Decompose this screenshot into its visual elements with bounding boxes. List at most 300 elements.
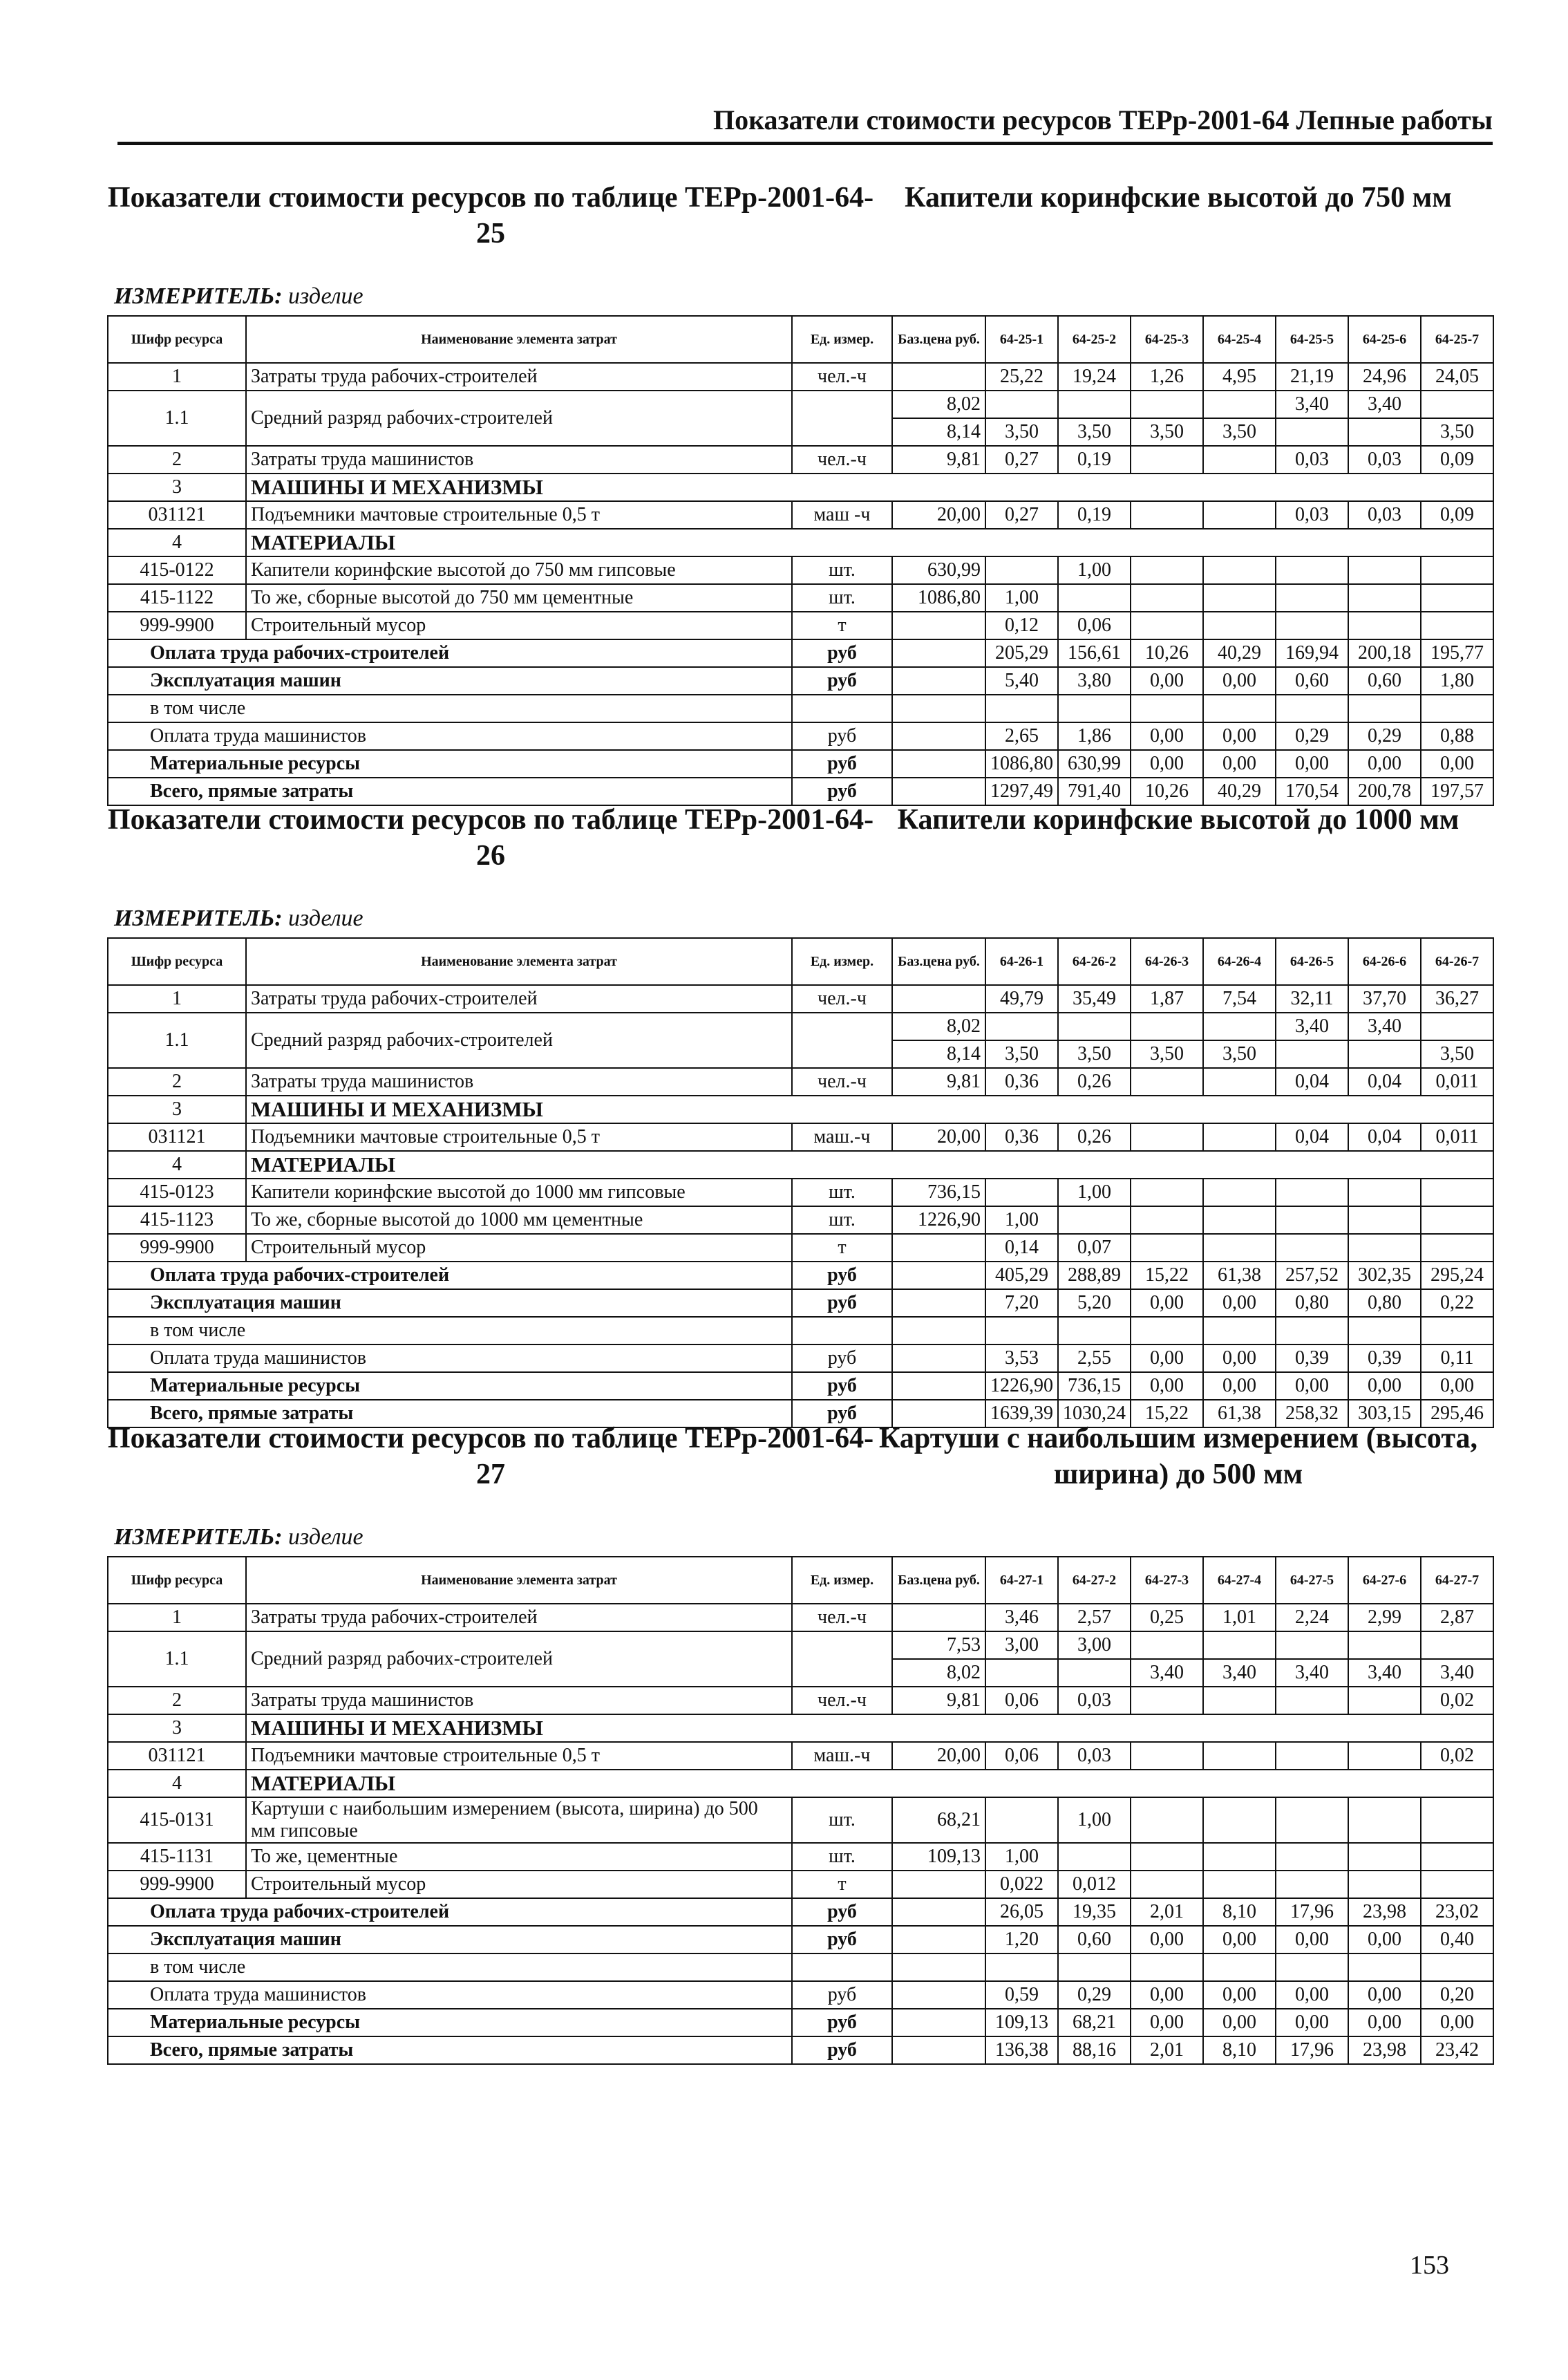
- summary-row: [108, 1262, 1493, 1289]
- value-cell: [1203, 612, 1276, 639]
- base-price-cell: 20,00: [892, 1742, 985, 1770]
- value-cell: 3,40: [1348, 1659, 1421, 1687]
- value-cell: 295,46: [1421, 1400, 1493, 1427]
- value-cell: 200,18: [1348, 639, 1421, 667]
- unit-cell: чел.-ч: [792, 1604, 892, 1631]
- value-cell: 0,09: [1421, 501, 1493, 529]
- value-cell: 0,00: [1203, 1926, 1276, 1953]
- value-cell: 3,80: [1058, 667, 1131, 695]
- value-cell: [1203, 1123, 1276, 1151]
- resource-code: 1: [108, 985, 246, 1013]
- unit-cell: руб: [792, 1262, 892, 1289]
- value-cell: 0,22: [1421, 1289, 1493, 1317]
- value-cell: 19,35: [1058, 1898, 1131, 1926]
- resource-section-64-25: [107, 180, 1493, 806]
- value-cell: 0,02: [1421, 1742, 1493, 1770]
- column-header-variant: 64-25-7: [1421, 316, 1493, 363]
- value-cell: 3,40: [1348, 391, 1421, 418]
- resource-code: 415-0131: [108, 1797, 246, 1843]
- column-header-variant: 64-27-3: [1131, 1557, 1203, 1604]
- value-cell: 0,26: [1058, 1123, 1131, 1151]
- value-cell: [1276, 584, 1348, 612]
- unit-cell: чел.-ч: [792, 1068, 892, 1096]
- value-cell: [1203, 1068, 1276, 1096]
- work-description: Капители коринфские высотой до 1000 мм: [897, 804, 1460, 836]
- value-cell: 1,00: [985, 584, 1058, 612]
- summary-row: [108, 695, 1493, 722]
- value-cell: 2,55: [1058, 1344, 1131, 1372]
- value-cell: [1203, 391, 1276, 418]
- summary-label: Всего, прямые затраты: [108, 2036, 792, 2064]
- column-header-variant: 64-25-1: [985, 316, 1058, 363]
- column-header-variant: 64-25-3: [1131, 316, 1203, 363]
- value-cell: [1203, 501, 1276, 529]
- value-cell: [985, 1797, 1058, 1843]
- value-cell: [1348, 1206, 1421, 1234]
- value-cell: 0,29: [1276, 722, 1348, 750]
- value-cell: 3,46: [985, 1604, 1058, 1631]
- resource-name: Подъемники мачтовые строительные 0,5 т: [246, 501, 792, 529]
- value-cell: [1203, 1871, 1276, 1898]
- resource-code: 2: [108, 446, 246, 474]
- value-cell: 0,39: [1348, 1344, 1421, 1372]
- value-cell: 109,13: [985, 2009, 1058, 2036]
- base-price-cell: [892, 695, 985, 722]
- value-cell: 40,29: [1203, 639, 1276, 667]
- value-cell: [1348, 418, 1421, 446]
- value-cell: [985, 1013, 1058, 1040]
- value-cell: 0,04: [1348, 1123, 1421, 1151]
- column-header-variant: 64-26-7: [1421, 938, 1493, 985]
- value-cell: 1297,49: [985, 778, 1058, 805]
- section-titles: [107, 802, 1493, 906]
- measurer-label: ИЗМЕРИТЕЛЬ:: [114, 1524, 283, 1550]
- base-price-cell: [892, 985, 985, 1013]
- measurer-label: ИЗМЕРИТЕЛЬ:: [114, 283, 283, 309]
- unit-cell: руб: [792, 1344, 892, 1372]
- value-cell: [1421, 1631, 1493, 1659]
- value-cell: [1131, 1871, 1203, 1898]
- value-cell: 1030,24: [1058, 1400, 1131, 1427]
- summary-row: [108, 2036, 1493, 2064]
- table-row: [108, 1742, 1493, 1770]
- value-cell: 0,03: [1276, 446, 1348, 474]
- value-cell: 10,26: [1131, 778, 1203, 805]
- summary-row: [108, 667, 1493, 695]
- resource-name: То же, цементные: [246, 1843, 792, 1871]
- value-cell: [1348, 1843, 1421, 1871]
- table-row: [108, 474, 1493, 501]
- group-heading: МАШИНЫ И МЕХАНИЗМЫ: [246, 474, 1493, 501]
- summary-label: Материальные ресурсы: [108, 1372, 792, 1400]
- value-cell: [1203, 1953, 1276, 1981]
- column-header-variant: 64-25-5: [1276, 316, 1348, 363]
- column-header-variant: 64-26-6: [1348, 938, 1421, 985]
- table-row: [108, 1068, 1493, 1096]
- summary-row: [108, 1344, 1493, 1372]
- resource-section-64-27: [107, 1421, 1493, 2065]
- column-header-code: Шифр ресурса: [108, 316, 246, 363]
- value-cell: 15,22: [1131, 1262, 1203, 1289]
- value-cell: 8,10: [1203, 1898, 1276, 1926]
- value-cell: 0,60: [1276, 667, 1348, 695]
- column-header-variant: 64-27-1: [985, 1557, 1058, 1604]
- value-cell: 1226,90: [985, 1372, 1058, 1400]
- base-price-cell: 630,99: [892, 556, 985, 584]
- value-cell: 170,54: [1276, 778, 1348, 805]
- value-cell: 1,86: [1058, 722, 1131, 750]
- resource-code: 1: [108, 1604, 246, 1631]
- value-cell: 0,00: [1131, 1981, 1203, 2009]
- value-cell: 0,19: [1058, 501, 1131, 529]
- base-price-cell: [892, 2036, 985, 2064]
- column-header-variant: 64-26-4: [1203, 938, 1276, 985]
- value-cell: [1421, 1843, 1493, 1871]
- value-cell: 0,012: [1058, 1871, 1131, 1898]
- value-cell: 195,77: [1421, 639, 1493, 667]
- value-cell: [1348, 1631, 1421, 1659]
- column-header-variant: 64-26-3: [1131, 938, 1203, 985]
- resource-code: 1: [108, 363, 246, 391]
- value-cell: [1276, 556, 1348, 584]
- value-cell: 19,24: [1058, 363, 1131, 391]
- value-cell: 0,03: [1348, 501, 1421, 529]
- base-price-cell: [892, 722, 985, 750]
- value-cell: [1348, 1871, 1421, 1898]
- table-row: [108, 556, 1493, 584]
- value-cell: [1131, 695, 1203, 722]
- summary-label: в том числе: [108, 1953, 792, 1981]
- value-cell: 8,10: [1203, 2036, 1276, 2064]
- value-cell: 0,39: [1276, 1344, 1348, 1372]
- value-cell: 0,36: [985, 1068, 1058, 1096]
- resource-name: Строительный мусор: [246, 612, 792, 639]
- summary-row: [108, 1898, 1493, 1926]
- summary-label: Всего, прямые затраты: [108, 778, 792, 805]
- base-price-cell: [892, 1289, 985, 1317]
- value-cell: 1,20: [985, 1926, 1058, 1953]
- base-price-cell: 1086,80: [892, 584, 985, 612]
- value-cell: [1058, 1206, 1131, 1234]
- column-header-code: Шифр ресурса: [108, 1557, 246, 1604]
- value-cell: 0,27: [985, 501, 1058, 529]
- value-cell: 257,52: [1276, 1262, 1348, 1289]
- base-price-cell: 8,14: [892, 1040, 985, 1068]
- value-cell: 1,00: [1058, 1179, 1131, 1206]
- base-price-cell: [892, 639, 985, 667]
- resource-code: 4: [108, 1151, 246, 1179]
- value-cell: 0,00: [1348, 1926, 1421, 1953]
- unit-cell: т: [792, 1871, 892, 1898]
- summary-row: [108, 1953, 1493, 1981]
- value-cell: [1203, 1206, 1276, 1234]
- group-heading: МАТЕРИАЛЫ: [246, 1151, 1493, 1179]
- value-cell: 3,40: [1276, 391, 1348, 418]
- value-cell: [1203, 1843, 1276, 1871]
- value-cell: [1276, 1206, 1348, 1234]
- resource-code: 999-9900: [108, 1234, 246, 1262]
- base-price-cell: [892, 667, 985, 695]
- value-cell: 0,00: [1421, 2009, 1493, 2036]
- value-cell: 0,27: [985, 446, 1058, 474]
- value-cell: 3,50: [1131, 418, 1203, 446]
- table-row: [108, 1871, 1493, 1898]
- resource-code: 4: [108, 1770, 246, 1797]
- column-header-base-price: Баз.цена руб.: [892, 938, 985, 985]
- value-cell: 36,27: [1421, 985, 1493, 1013]
- column-header-unit: Ед. измер.: [792, 1557, 892, 1604]
- summary-label: Оплата труда машинистов: [108, 722, 792, 750]
- value-cell: [1058, 695, 1131, 722]
- value-cell: [1276, 1040, 1348, 1068]
- value-cell: [1348, 1742, 1421, 1770]
- table-title: Показатели стоимости ресурсов по таблице ТЕРр-2001-64-25: [107, 182, 874, 250]
- base-price-cell: [892, 1262, 985, 1289]
- value-cell: [1131, 1234, 1203, 1262]
- value-cell: 0,07: [1058, 1234, 1131, 1262]
- value-cell: 303,15: [1348, 1400, 1421, 1427]
- value-cell: 0,00: [1203, 1981, 1276, 2009]
- value-cell: 0,00: [1203, 2009, 1276, 2036]
- value-cell: 2,65: [985, 722, 1058, 750]
- value-cell: 0,25: [1131, 1604, 1203, 1631]
- value-cell: 21,19: [1276, 363, 1348, 391]
- value-cell: 0,11: [1421, 1344, 1493, 1372]
- value-cell: 295,24: [1421, 1262, 1493, 1289]
- page-header-title: Показатели стоимости ресурсов ТЕРр-2001-64 Лепные работы: [712, 104, 1493, 135]
- value-cell: 2,99: [1348, 1604, 1421, 1631]
- value-cell: [1348, 1953, 1421, 1981]
- value-cell: 0,03: [1058, 1742, 1131, 1770]
- summary-label: в том числе: [108, 1317, 792, 1344]
- value-cell: 0,00: [1276, 1926, 1348, 1953]
- value-cell: [1276, 1871, 1348, 1898]
- column-header-name: Наименование элемента затрат: [246, 938, 792, 985]
- work-description: Капители коринфские высотой до 750 мм: [905, 182, 1452, 214]
- value-cell: [1203, 1631, 1276, 1659]
- value-cell: 0,09: [1421, 446, 1493, 474]
- summary-row: [108, 1317, 1493, 1344]
- value-cell: 0,06: [1058, 612, 1131, 639]
- summary-label: Оплата труда машинистов: [108, 1344, 792, 1372]
- value-cell: 3,50: [1421, 418, 1493, 446]
- value-cell: 0,00: [1348, 750, 1421, 778]
- value-cell: [1131, 446, 1203, 474]
- value-cell: [1131, 584, 1203, 612]
- section-titles: [107, 1421, 1493, 1524]
- value-cell: [1131, 501, 1203, 529]
- value-cell: 0,14: [985, 1234, 1058, 1262]
- value-cell: [1203, 1013, 1276, 1040]
- base-price-cell: 8,02: [892, 1013, 985, 1040]
- value-cell: 0,00: [1276, 750, 1348, 778]
- value-cell: 4,95: [1203, 363, 1276, 391]
- column-header-variant: 64-27-7: [1421, 1557, 1493, 1604]
- column-header-code: Шифр ресурса: [108, 938, 246, 985]
- summary-label: Материальные ресурсы: [108, 2009, 792, 2036]
- value-cell: 2,87: [1421, 1604, 1493, 1631]
- value-cell: 35,49: [1058, 985, 1131, 1013]
- resource-name: Затраты труда машинистов: [246, 1687, 792, 1714]
- unit-cell: [792, 695, 892, 722]
- resource-code: 031121: [108, 1123, 246, 1151]
- value-cell: [1058, 1317, 1131, 1344]
- resource-code: 031121: [108, 501, 246, 529]
- unit-cell: руб: [792, 1289, 892, 1317]
- base-price-cell: [892, 1604, 985, 1631]
- unit-cell: шт.: [792, 584, 892, 612]
- column-header-base-price: Баз.цена руб.: [892, 316, 985, 363]
- value-cell: [1276, 612, 1348, 639]
- summary-label: Оплата труда рабочих-строителей: [108, 639, 792, 667]
- resource-code: 4: [108, 529, 246, 556]
- value-cell: [1421, 1234, 1493, 1262]
- table-title: Показатели стоимости ресурсов по таблице ТЕРр-2001-64-27: [107, 1423, 874, 1490]
- value-cell: 40,29: [1203, 778, 1276, 805]
- value-cell: 0,00: [1131, 1372, 1203, 1400]
- resource-code: 415-0123: [108, 1179, 246, 1206]
- unit-cell: чел.-ч: [792, 363, 892, 391]
- value-cell: [1203, 446, 1276, 474]
- value-cell: 0,00: [1276, 1372, 1348, 1400]
- value-cell: 0,03: [1348, 446, 1421, 474]
- value-cell: [1421, 1797, 1493, 1843]
- value-cell: 736,15: [1058, 1372, 1131, 1400]
- value-cell: 0,12: [985, 612, 1058, 639]
- resource-code: 031121: [108, 1742, 246, 1770]
- unit-cell: руб: [792, 722, 892, 750]
- resource-code: 1.1: [108, 1013, 246, 1068]
- value-cell: [985, 391, 1058, 418]
- value-cell: 49,79: [985, 985, 1058, 1013]
- value-cell: [1203, 1317, 1276, 1344]
- unit-cell: [792, 1317, 892, 1344]
- value-cell: 0,03: [1058, 1687, 1131, 1714]
- value-cell: 7,54: [1203, 985, 1276, 1013]
- unit-cell: руб: [792, 1400, 892, 1427]
- value-cell: 0,80: [1348, 1289, 1421, 1317]
- table-row: [108, 1123, 1493, 1151]
- value-cell: 25,22: [985, 363, 1058, 391]
- summary-label: в том числе: [108, 695, 792, 722]
- value-cell: 136,38: [985, 2036, 1058, 2064]
- table-row: [108, 446, 1493, 474]
- unit-cell: [792, 1953, 892, 1981]
- value-cell: [985, 1317, 1058, 1344]
- value-cell: 1,80: [1421, 667, 1493, 695]
- value-cell: 0,022: [985, 1871, 1058, 1898]
- value-cell: [1203, 584, 1276, 612]
- value-cell: 23,42: [1421, 2036, 1493, 2064]
- value-cell: 3,50: [985, 1040, 1058, 1068]
- value-cell: [1421, 391, 1493, 418]
- table-row: [108, 1714, 1493, 1742]
- base-price-cell: [892, 778, 985, 805]
- value-cell: [1421, 556, 1493, 584]
- value-cell: 200,78: [1348, 778, 1421, 805]
- value-cell: 0,00: [1348, 1981, 1421, 2009]
- resource-name: Затраты труда рабочих-строителей: [246, 363, 792, 391]
- value-cell: [1058, 1659, 1131, 1687]
- value-cell: 0,04: [1276, 1068, 1348, 1096]
- column-header-variant: 64-27-2: [1058, 1557, 1131, 1604]
- measurer-line: [114, 1524, 1493, 1553]
- resource-table: [107, 937, 1494, 1428]
- table-row: [108, 529, 1493, 556]
- value-cell: 3,50: [1203, 418, 1276, 446]
- value-cell: [1203, 1797, 1276, 1843]
- unit-cell: руб: [792, 1981, 892, 2009]
- column-header-variant: 64-25-4: [1203, 316, 1276, 363]
- value-cell: 0,00: [1276, 2009, 1348, 2036]
- value-cell: [985, 1179, 1058, 1206]
- summary-row: [108, 1981, 1493, 2009]
- value-cell: [1276, 1687, 1348, 1714]
- value-cell: [985, 695, 1058, 722]
- value-cell: 0,00: [1421, 750, 1493, 778]
- column-header-variant: 64-26-5: [1276, 938, 1348, 985]
- value-cell: 3,40: [1276, 1659, 1348, 1687]
- value-cell: 0,00: [1203, 750, 1276, 778]
- measurer-label: ИЗМЕРИТЕЛЬ:: [114, 906, 283, 931]
- summary-label: Материальные ресурсы: [108, 750, 792, 778]
- resource-code: 415-1123: [108, 1206, 246, 1234]
- base-price-cell: 20,00: [892, 501, 985, 529]
- base-price-cell: 109,13: [892, 1843, 985, 1871]
- value-cell: [1203, 1234, 1276, 1262]
- value-cell: [1276, 1797, 1348, 1843]
- unit-cell: т: [792, 1234, 892, 1262]
- base-price-cell: [892, 612, 985, 639]
- unit-cell: руб: [792, 2036, 892, 2064]
- value-cell: 2,24: [1276, 1604, 1348, 1631]
- table-row: [108, 1687, 1493, 1714]
- resource-name: Подъемники мачтовые строительные 0,5 т: [246, 1123, 792, 1151]
- value-cell: 0,29: [1058, 1981, 1131, 2009]
- value-cell: 197,57: [1421, 778, 1493, 805]
- summary-row: [108, 778, 1493, 805]
- value-cell: [1131, 1631, 1203, 1659]
- unit-cell: шт.: [792, 1179, 892, 1206]
- header-row: [108, 316, 1493, 363]
- header-row: [108, 938, 1493, 985]
- table-row: [108, 391, 1493, 418]
- resource-table: [107, 1556, 1494, 2065]
- value-cell: [1131, 1179, 1203, 1206]
- value-cell: 32,11: [1276, 985, 1348, 1013]
- base-price-cell: [892, 1926, 985, 1953]
- value-cell: [1131, 1742, 1203, 1770]
- value-cell: [1348, 556, 1421, 584]
- measurer-line: [114, 283, 1493, 312]
- value-cell: 0,59: [985, 1981, 1058, 2009]
- value-cell: 0,00: [1203, 1289, 1276, 1317]
- summary-row: [108, 1372, 1493, 1400]
- value-cell: [1203, 695, 1276, 722]
- value-cell: 0,00: [1203, 1372, 1276, 1400]
- value-cell: [1131, 556, 1203, 584]
- resource-name: Средний разряд рабочих-строителей: [246, 1631, 792, 1687]
- base-price-cell: [892, 1372, 985, 1400]
- group-heading: МАТЕРИАЛЫ: [246, 529, 1493, 556]
- value-cell: 3,50: [1131, 1040, 1203, 1068]
- table-row: [108, 612, 1493, 639]
- header-row: [108, 1557, 1493, 1604]
- value-cell: [1203, 1179, 1276, 1206]
- unit-cell: руб: [792, 2009, 892, 2036]
- value-cell: [1348, 1317, 1421, 1344]
- value-cell: [1131, 1206, 1203, 1234]
